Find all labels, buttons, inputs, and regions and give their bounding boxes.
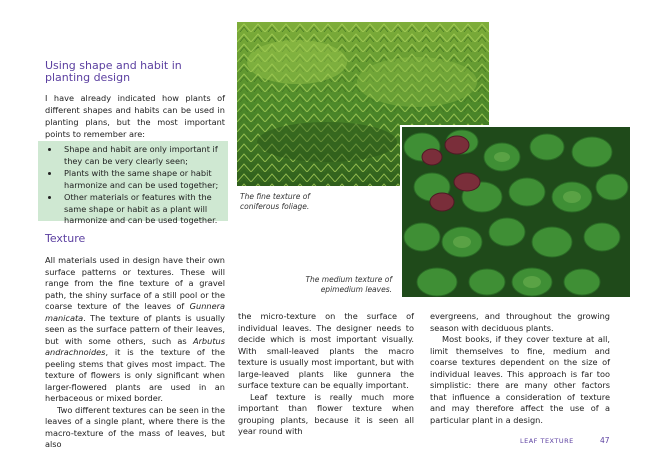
paragraph: evergreens, and throughout the growing season with deciduous plants.: [430, 311, 610, 333]
text-column-3: [430, 311, 610, 426]
running-footer: LEAF TEXTURE: [520, 437, 574, 445]
bullet-box: [38, 141, 228, 225]
page-number: 47: [600, 436, 610, 445]
text-column-2: [238, 311, 414, 438]
section-heading-texture: Texture: [45, 232, 86, 245]
paragraph: Leaf texture is really much more important than flower texture when grouping plants, because it is seen all year round with: [238, 391, 414, 436]
bullet-item: • Plants with the same shape or habit harmonize and can be used together;: [60, 168, 222, 191]
caption-conifer: The fine texture of coniferous foliage.: [240, 192, 310, 211]
bullet-item: • Other materials or features with the same shape or habit as a plant will harmonize and can be used together.: [60, 192, 222, 227]
text-run: All materials used in design have their own surface patterns or textures. These will range from the fine texture of a gravel path, the shiny surface of a still pool or the coarse texture of the leaves of: [45, 255, 225, 311]
paragraph: the micro-texture on the surface of individual leaves. The designer needs to decide which is most important visually. With small-leaved plants the macro texture is usually most important, but with large-leaved plants like gunnera the surface texture can be equally important.: [238, 311, 414, 390]
paragraph: Two different textures can be seen in the leaves of a single plant, where there is the macro-texture of the mass of leaves, but also: [45, 404, 225, 449]
section-heading-shape-habit: Using shape and habit in planting design: [45, 59, 182, 84]
intro-paragraph: I have already indicated how plants of different shapes and habits can be used in planting plans, but the most important points to remember are:: [45, 93, 225, 139]
paragraph: Most books, if they cover texture at all, limit themselves to fine, medium and coarse textures dependent on the size of individual leaves. This approach is far too simplistic: there are many other factors that influence a consideration of texture and may therefore affect the use of a particular plant in a design.: [430, 334, 610, 425]
plant-name: Arbutus andrachnoides: [45, 335, 225, 357]
plant-name: Gunnera manicata: [45, 301, 225, 323]
text-run: , it is the texture of the peeling stems that gives most impact. The texture of flowers is only significant when larger-flowered plants are used in an herbaceous or mixed border.: [45, 347, 225, 403]
text-column-1: [45, 255, 225, 451]
paragraph: [45, 255, 225, 405]
text-run: . The texture of plants is usually seen as the surface pattern of their leaves, but with some others, such as: [45, 312, 225, 346]
bullet-item: • Shape and habit are only important if they can be very clearly seen;: [60, 144, 222, 167]
epimedium-leaves-image: [402, 127, 630, 297]
epimedium-leaves-photo: [400, 125, 632, 299]
caption-epimedium: The medium texture of epimedium leaves.: [305, 275, 392, 294]
